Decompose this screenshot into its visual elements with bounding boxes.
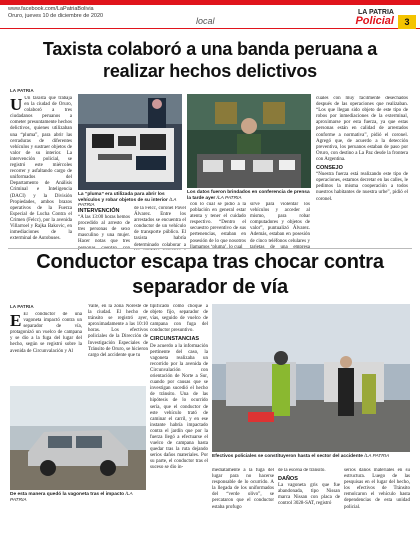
article2-col3 xyxy=(150,304,208,524)
section-label: local xyxy=(196,16,215,26)
caption-credit: /LA PATRIA xyxy=(216,195,242,201)
brand-logo xyxy=(355,9,394,25)
police-photo-icon xyxy=(212,304,410,452)
article2-byline: LA PATRIA xyxy=(10,304,34,309)
evidence-photo-icon xyxy=(78,94,182,190)
article2-subhead2: DAÑOS xyxy=(278,476,298,483)
article2-subhead: CIRCUNSTANCIAS xyxy=(150,336,200,343)
drop-cap: U xyxy=(10,96,23,114)
masthead-red-stripe xyxy=(0,0,420,5)
caption-credit: /LA PATRIA xyxy=(364,454,390,459)
article2-col3b-text: De acuerdo a la información pertinente del caso, la vagoneta realizaba un recorrido por la avenida de Circunvalación con orientación de Norte a Sur, cuando por causas que se investigan sucedió el hecho de tránsito. Una de las hipótesis de lo ocurrido sería, que el conductor de este vehículo trató de caminar el carril, y en ese instante habría impactado contra el jardín que por la fuerza llegó a efectuarse el vuelco de campana hasta quedar tras la ruta dejando serios daños materiales. Por su parte, el conductor tras el suceso se dio in- xyxy=(150,343,208,471)
article1-photo2-caption xyxy=(187,190,311,201)
masthead xyxy=(0,0,420,34)
article1-col4: con lo cual se pidió a la población en general estar atenta y tener el cuidado respectivo. “Dentro el secuestro preventivo de sus pertenencias, estaban en posesión de lo que nosotros xyxy=(190,202,246,244)
article1-subhead2: CONSEJO xyxy=(316,165,343,172)
article1-col1-text: Un taxista que trabaja en la ciudad de Oruro, colaboró a tres ciudadanos peruanos a cometer presuntamente hechos delictivos, quienes utilizaban una “pluma”, para abrir las cerraduras de diferentes vehículos y sustraer objetos de valor de su interior. La intervención policial, se registró este miércoles recorrer y asfaltando cargo de uniformados del Departamento de Análisis Criminal e Inteligencia (DACI) y la División Propiedades, ambos brazos operativos de la Fuerza Especial de Lucha Contra el Crimen (Felcc), por la avenida Villarroel y Rajka Bakovic, en inmediaciones de la exterminal de Autobuses. xyxy=(10,96,72,242)
page-number: 3 xyxy=(398,15,416,29)
article1-photo-press xyxy=(187,94,311,188)
caption-text: Los datos fueron brindados en conferencia de prensa la tarde ayer xyxy=(187,190,310,201)
facebook-url[interactable]: www.facebook.com/LaPatriaBolivia xyxy=(8,6,94,12)
article2-photo-police xyxy=(212,304,410,452)
brand-top: LA PATRIA xyxy=(357,9,394,16)
caption-text: Efectivos policiales se constituyeron hasta el sector del accidente xyxy=(212,454,363,459)
article2-col1 xyxy=(10,312,82,382)
article1-col2-text: “A las 13:00 horas hemos procedido al arresto de tres personas de sexo masculino y una mujer. Hacer notas que tres xyxy=(78,215,130,245)
article1-col5: sirve para violentar los vehículos y acceder al mismo, para robar computadores y objetos de valor”, puntualizó Álvarez. Además, estaban en posesión de cinco teléfonos celulares y xyxy=(250,202,310,244)
article2-col3-text: tipificado como choque a objeto fijo, separador de vías, seguido de vuelco de campana con fuga del conductor presuntivo. xyxy=(150,304,208,334)
article1-byline: LA PATRIA xyxy=(10,88,34,93)
article2-col2: Valle, en la zona Noreste de la ciudad. El hecho de tránsito se registró ayer, aproximadamente a las 10:10 horas. Los efectivos policiales de la Dirección de Investigación Especiales de Tránsito de Oruro, se hicieron cargo del accidente que tu xyxy=(88,304,148,358)
caption-text: De esta manera quedó la vagoneta tras el impacto xyxy=(10,492,125,497)
article2-photo2-caption xyxy=(212,454,410,460)
article2-headline: Conductor escapa tras chocar contra separador de vía xyxy=(36,251,384,298)
article1-photo-evidence xyxy=(78,94,182,190)
article2-col5 xyxy=(278,468,340,528)
article1-subhead: INTERVENCIÓN xyxy=(78,208,120,214)
article2-photo-vehicle xyxy=(10,386,146,490)
article2-photo1-caption xyxy=(10,492,146,503)
article1-col6 xyxy=(316,96,408,250)
caption-credit: /LA PATRIA xyxy=(78,197,177,209)
caption-credit: /LA PATRIA xyxy=(10,492,133,503)
article2-col6: serios daños materiales en su estructura. Luego de las pesquisas en el lugar del hecho, los efectivos de Tránsito remolcaron el vehículo hasta dependencias de esta unidad policial. xyxy=(344,468,410,510)
article2-col1-text: El conductor de una vagoneta impactó contra un separador de vía, protagonizó un vuelco de campana y se dio a la fuga del lugar del hecho, según se registró sobre la avenida de Circunvalación y Al xyxy=(10,312,82,354)
brand-bottom: Policial xyxy=(355,15,394,27)
article1-col6-text: cuales con muy fácilmente desechados después de las operaciones que realizaban. “Los que llegan sido objeto de este tipo de robos por inmediaciones de la exterminal, aproximarse por esta fuerza, ya que estas personas están en calidad de arrestados conforme a normativa”, pidió el coronel. Agregó que, de acuerdo a la detección preventiva, los peruanos estaban de paso por Oruro, con destino a La Paz desde la frontera con Argentina. xyxy=(316,96,408,162)
article1-col1 xyxy=(10,96,72,248)
vehicle-photo-icon xyxy=(10,386,146,490)
press-photo-icon xyxy=(187,94,311,188)
article2-col5b-text: La vagoneta gris que fue abandonada, tipo Nissan marca Nissan con placa de control 3028-SAT, registró xyxy=(278,483,340,507)
drop-cap: E xyxy=(10,312,22,330)
article2-col4: mediatamente a la fuga del lugar para no hacerse responsable de lo ocurrido. A la llegada de los uniformados del “verde olivo”, se percataron que el conductor estaba profugo xyxy=(212,468,274,510)
article-divider xyxy=(8,248,412,249)
article1-col2 xyxy=(78,206,130,250)
article1-headline: Taxista colaboró a una banda peruana a realizar hechos delictivos xyxy=(42,39,378,81)
article1-col3: de la Felcc, coronel Pavel Álvarez. Entre los arrestados se encuentra el conductor de un vehículo de transporte público. El taxista habría determinado colaborar a xyxy=(134,206,186,248)
caption-text: La “pluma” era utilizada para abrir los vehículos y robar objetos de su interior xyxy=(78,192,168,203)
article2-col5-text: de la escena de tránsito. xyxy=(278,468,326,473)
dateline: Oruro, jueves 10 de diciembre de 2020 xyxy=(8,13,104,19)
article1-col6b-text: “Nuestra fuerza está realizando este tipo de operaciones, estamos decretar en las calles, le pedimos la misma cooperación a todos nuestros habitantes de nuestra urbe”, pidió el coronel. xyxy=(316,172,408,202)
